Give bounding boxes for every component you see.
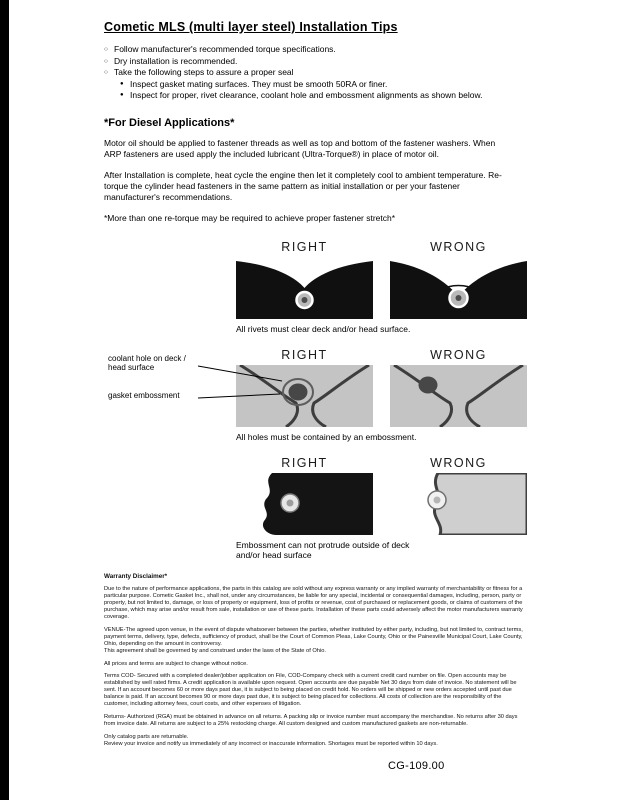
rivet-wrong-diagram — [390, 257, 527, 319]
tips-list — [104, 44, 554, 102]
warranty-paragraph: All prices and terms are subject to change without notice. — [104, 660, 248, 667]
diesel-paragraph-1: Motor oil should be applied to fastener threads as well as top and bottom of the fastener washers. When ARP fasteners are used apply the included lubricant (Ultra-Torque®) in place of motor oil. — [104, 137, 496, 159]
warranty-heading: Warranty Disclaimer* — [104, 572, 168, 580]
coolant-hole-label: coolant hole on deck / head surface — [108, 353, 186, 372]
figure-caption: All rivets must clear deck and/or head surface. — [236, 323, 411, 334]
list-item-sub — [120, 79, 540, 91]
list-item — [104, 56, 524, 68]
figure-caption — [236, 540, 527, 560]
filled-bullet-icon: ● — [120, 92, 124, 98]
list-item — [104, 67, 524, 79]
coolant-right-diagram — [236, 365, 373, 427]
page-body — [104, 20, 554, 754]
retorque-note: *More than one re-torque may be required to achieve proper fastener stretch* — [104, 212, 396, 223]
embossment-label: gasket embossment — [108, 390, 180, 400]
figures-section — [108, 239, 527, 560]
caption-line: and/or head surface — [236, 549, 312, 560]
embossment-wrong-diagram — [390, 473, 527, 535]
right-label: RIGHT — [281, 239, 328, 254]
tip-text: Take the following steps to assure a proper seal — [114, 67, 294, 77]
diesel-paragraph-2: After Installation is complete, heat cycle the engine then let it completely cool to ambient temperature. Re-torque the cylinder head fasteners in the same pattern as initial installation or per your fastener manufacturer's recommendations. — [104, 169, 502, 202]
right-label: RIGHT — [281, 455, 328, 470]
warranty-paragraph: Review your invoice and notify us immediately of any incorrect or inaccurate information. Shortages must be reported within 10 days. — [104, 740, 438, 747]
coolant-wrong-diagram — [390, 365, 527, 427]
wrong-label: WRONG — [430, 347, 487, 362]
warranty-paragraph: Due to the nature of performance applications, the parts in this catalog are sold without any express warranty or any implied warranty of merchantability or fitness for a particular purpose. Cometic Gasket Inc., shall not, under any circumstances, be liable for any special, incidental or consequential damages, including, person, party or property, but not limited to, damage, or loss of property or equipment, loss of profits or revenue, cost of purchased or replacement goods, or claims of customers of the purchase, which may arise and/or result from sale, installation or use of these parts. Installation of these parts could adversely affect the motor manufacturers warranty coverage. — [104, 586, 523, 621]
warranty-paragraph: Only catalog parts are returnable. — [104, 733, 189, 740]
figure-row-coolant — [108, 347, 527, 442]
open-bullet-icon: ○ — [104, 57, 108, 65]
tip-text: Inspect for proper, rivet clearance, coolant hole and embossment alignments as shown below. — [130, 90, 483, 100]
figure-row-rivets — [236, 240, 527, 334]
list-item — [104, 44, 524, 56]
warranty-paragraph: VENUE-The agreed upon venue, in the event of dispute whatsoever between the parties, whether instituted by either party, including, but not limited to, contract terms, payment terms, delivery, type, defects, sufficiency of product, shall be the Court of Common Pleas, Lake County, Ohio or the Painesville Municipal Court, Lake County, Ohio, depending on the amount in controversy. — [104, 626, 523, 647]
open-bullet-icon: ○ — [104, 46, 108, 53]
list-item-sub — [120, 90, 540, 102]
figure-row-embossment — [236, 456, 527, 560]
right-label: RIGHT — [281, 347, 328, 362]
tip-text: Follow manufacturer's recommended torque specifications. — [114, 44, 336, 54]
warranty-paragraph: Returns- Authorized (RGA) must be obtained in advance on all returns. A packing slip or invoice number must accompany the merchandise. No returns after 30 days from invoice date. All returns are subject to a 25% restocking charge. All custom designed and custom manufactured gaskets are non-returnable. — [104, 714, 518, 727]
figure-caption: All holes must be contained by an embossment. — [236, 431, 417, 442]
warranty-paragraph: This agreement shall be governed by and construed under the laws of the State of Ohio. — [104, 647, 326, 654]
caption-line: Embossment can not protrude outside of deck — [236, 539, 410, 550]
warranty-section — [104, 574, 524, 748]
scan-edge-bar — [0, 0, 9, 800]
tip-text: Inspect gasket mating surfaces. They must be smooth 50RA or finer. — [130, 78, 388, 89]
open-bullet-icon: ○ — [104, 69, 108, 76]
tip-text: Dry installation is recommended. — [114, 55, 238, 66]
embossment-right-diagram — [236, 473, 373, 535]
page-title: Cometic MLS (multi layer steel) Installation Tips — [104, 20, 398, 34]
wrong-label: WRONG — [430, 239, 487, 254]
diesel-heading: *For Diesel Applications* — [104, 116, 235, 129]
filled-bullet-icon: ● — [120, 80, 124, 87]
warranty-paragraph: Terms COD- Secured with a completed dealer/jobber application on File, COD-Company check with a current credit card number on file. Open accounts may be established by well rated firms. A credit application is available upon request. Open accounts are due payable Net 30 days from date of invoice. No statement will be sent. If an account becomes 60 or more days past due, it is subject to being placed on credit hold. No orders will be shipped or new orders accepted until past due balance is paid. If an account becomes 90 or more days past due, it is subject to being placed for collections. All costs of collection are the responsibility of the customer, including attorney fees, court costs, and other expenses of litigation. — [104, 673, 517, 708]
wrong-label: WRONG — [430, 455, 487, 470]
rivet-right-diagram — [236, 257, 373, 319]
page-number: CG-109.00 — [388, 760, 445, 772]
